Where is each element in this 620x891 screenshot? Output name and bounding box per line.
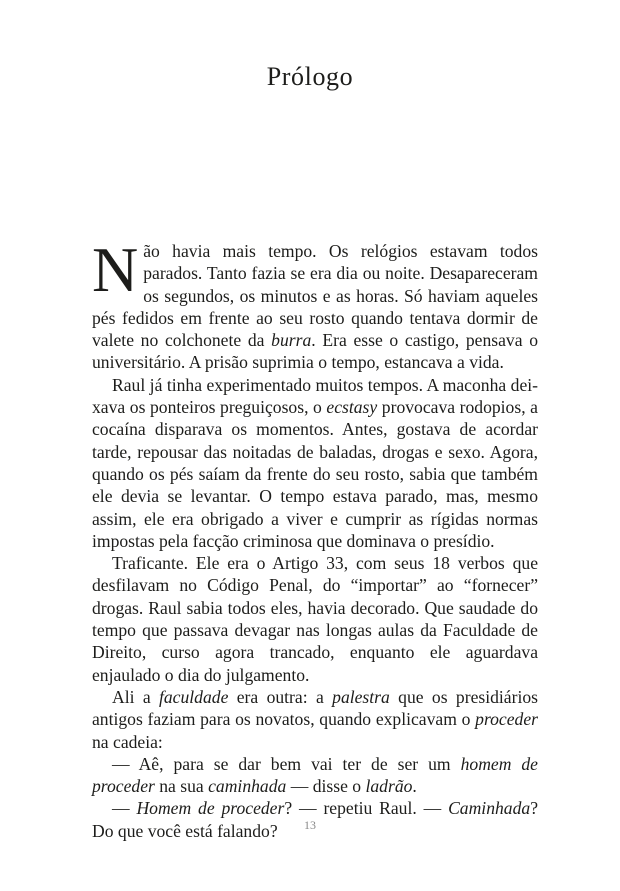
text-run: Raul já tinha experimentado muitos tempos. A maconha deixava os ponteiros preguiçosos, o [92, 374, 538, 418]
chapter-title: Prólogo [266, 62, 354, 91]
paragraph-4 [92, 686, 538, 753]
body-text [92, 234, 539, 842]
italic-text: ecstasy [326, 397, 378, 418]
paragraph-4-text [92, 687, 538, 752]
dialogue-line-1 [92, 753, 538, 798]
drop-cap: N [92, 234, 139, 305]
italic-text: homem de proceder [92, 753, 538, 797]
italic-text: caminhada [208, 776, 287, 797]
text-run: Ali a [112, 686, 159, 707]
text-run: Traficante. Ele era o Artigo 33, com seus 18 verbos que desfilavam no Código Penal, do “importar” ao “fornecer” drogas. Raul sabia todos eles, havia decorado. Que saudade do tempo que passava devagar nas longas aulas da Faculdade de Direito, curso agora trancado, enquanto ele aguardava enjaulado o dia do julgamento. [92, 553, 538, 685]
text-run: era outra: a [228, 686, 333, 707]
text-run: — [112, 798, 137, 819]
paragraph-3 [92, 552, 538, 686]
text-run: . Era esse o castigo, pensava o universitário. A prisão suprimia o tempo, estancava a vida. [92, 330, 538, 373]
text-run: provocava rodopios, a cocaína disparava os momentos. Antes, gostava de acordar tarde, repousar das noitadas de baladas, drogas e sexo. Agora, quando os pés saíam da frente do seu rosto, sabia que também ele devia se levantar. O tempo estava parado, mas, mesmo assim, ele era obrigado a viver e cumprir as rígidas normas impostas pela facção criminosa que dominava o presídio. [92, 397, 538, 551]
page-number: 13 [304, 818, 316, 832]
text-run: na cadeia: [92, 731, 163, 752]
dialogue-line-1-text [92, 754, 538, 796]
text-run: ão havia mais tempo. Os relógios estavam todos parados. Tanto fazia se era dia ou noite. Desapareceram os segundos, os minutos e as horas. Só haviam aqueles pés fedidos em frente ao seu rosto quando tentava dormir de valete no colchonete da [92, 241, 538, 351]
italic-text: Caminhada [448, 798, 531, 819]
paragraph-1-text [92, 234, 538, 373]
paragraph-2-text [92, 375, 538, 551]
text-run: ? Do que você está falando? [92, 798, 538, 841]
text-run: ? — repetiu Raul. — [284, 798, 449, 819]
text-run: na sua [154, 776, 209, 797]
paragraph-1 [92, 234, 538, 374]
italic-text: proceder [475, 709, 538, 730]
italic-text: ladrão [365, 776, 413, 797]
italic-text: Homem de proceder [136, 798, 285, 819]
text-run: — disse o [286, 776, 366, 797]
paragraph-2 [92, 374, 538, 552]
italic-text: burra [271, 330, 312, 351]
text-run: . [412, 776, 417, 797]
text-run: — Aê, para se dar bem vai ter de ser um [112, 753, 461, 774]
italic-text: faculdade [159, 686, 229, 707]
italic-text: palestra [332, 686, 390, 707]
text-run: que os presidiários antigos faziam para os novatos, quando explicavam o [92, 686, 539, 730]
paragraph-3-text [92, 553, 538, 684]
